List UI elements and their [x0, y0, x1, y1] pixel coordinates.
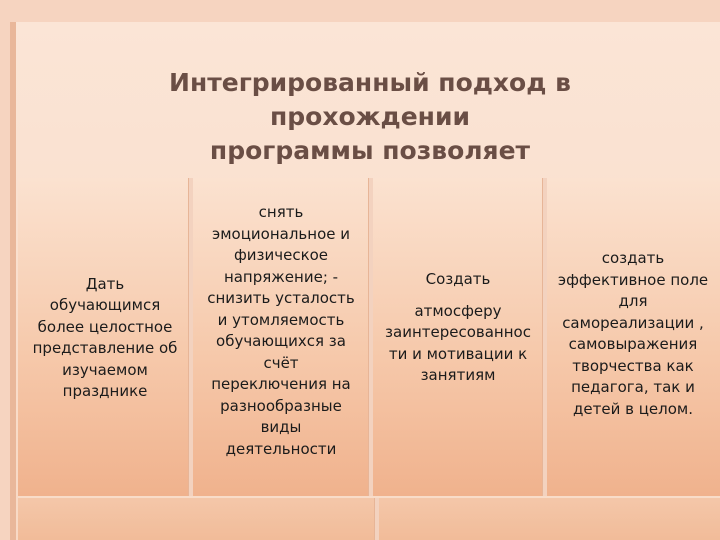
column-4-text [558, 248, 708, 420]
column-4-line: создать [601, 249, 665, 267]
column-2-line: эмоциональное и [211, 224, 351, 243]
column-1-line: представление об [32, 339, 178, 357]
column-2-line: снять [258, 203, 304, 221]
column-2-line: переключения на [211, 375, 351, 393]
column-1-line: празднике [62, 382, 148, 400]
column-1-line: изучаемом [62, 360, 148, 379]
column-4-line: педагога, так и [571, 378, 695, 396]
column-4-line: детей в целом. [573, 399, 693, 418]
column-1-line: более целостное [37, 317, 173, 336]
column-2-line: снизить усталость [207, 289, 355, 307]
column-2-line: счёт [263, 353, 299, 372]
column-2-line: и утомляемость [217, 310, 345, 329]
column-2-line: обучающихся за [216, 332, 346, 350]
column-1-line: обучающимся [49, 296, 161, 314]
column-divider [542, 178, 547, 496]
column-1 [22, 180, 188, 496]
slide-title [70, 66, 670, 168]
column-3-line: заинтересованнос [385, 323, 531, 342]
column-2 [194, 180, 368, 496]
column-2-text [207, 202, 355, 460]
column-2-line: напряжение; - [223, 267, 339, 286]
column-4-line: творчества как [572, 356, 694, 375]
column-2-line: разнообразные [220, 396, 342, 415]
column-3-heading: Создать [425, 270, 491, 289]
slide-title-line-1: Интегрированный подход в прохождении [169, 68, 571, 131]
column-4-line: самореализации , [562, 313, 704, 332]
column-4-line: для [618, 292, 648, 310]
column-4 [548, 180, 718, 496]
slide-title-line-2: программы позволяет [209, 136, 531, 165]
footer-divider [374, 498, 379, 540]
column-3-line: атмосферу [414, 301, 502, 320]
column-3 [374, 180, 542, 496]
column-3-line: занятиям [420, 366, 496, 385]
column-3-line: ти и мотивации к [388, 344, 528, 363]
column-4-line: эффективное поле [557, 270, 709, 289]
column-1-line: Дать [85, 274, 125, 293]
table-footer-row [18, 496, 720, 540]
column-2-line: виды [260, 418, 302, 436]
column-2-line: деятельности [225, 439, 337, 458]
column-divider [368, 178, 373, 496]
column-2-line: физическое [233, 246, 329, 264]
column-divider [188, 178, 193, 496]
column-1-text [33, 274, 178, 403]
column-4-line: самовыражения [568, 335, 698, 353]
column-3-text [385, 269, 531, 387]
